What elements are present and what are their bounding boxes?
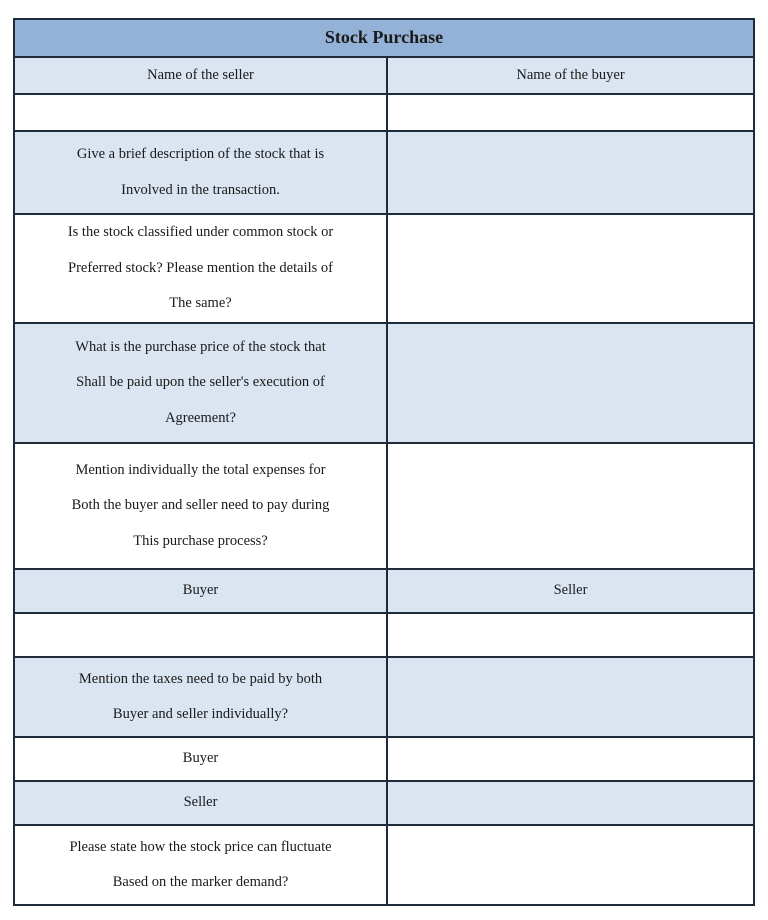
seller-tax-field[interactable]	[387, 781, 754, 825]
answer-stock-description-field[interactable]	[387, 131, 754, 214]
question-taxes	[14, 657, 387, 737]
stock-purchase-form	[13, 18, 755, 906]
answer-stock-classification-field[interactable]	[387, 214, 754, 323]
question-stock-description	[14, 131, 387, 214]
title-row	[14, 19, 754, 57]
form-title: Stock Purchase	[14, 19, 754, 57]
question-line: Buyer and seller individually?	[112, 706, 289, 722]
question-line: Shall be paid upon the seller's execution of	[76, 374, 325, 391]
table-row	[14, 214, 754, 323]
seller-expenses-label: Seller	[387, 569, 754, 613]
table-row	[14, 737, 754, 781]
question-line: Mention individually the total expenses for	[75, 461, 326, 478]
seller-name-field[interactable]	[14, 94, 387, 131]
table-row	[14, 443, 754, 569]
seller-name-label: Name of the seller	[14, 57, 387, 95]
seller-tax-label: Seller	[14, 781, 387, 825]
seller-expenses-field[interactable]	[387, 613, 754, 657]
question-line: Both the buyer and seller need to pay during	[71, 497, 330, 514]
answer-total-expenses-field[interactable]	[387, 443, 754, 569]
table-row	[14, 323, 754, 443]
buyer-name-label: Name of the buyer	[387, 57, 754, 95]
table-row	[14, 781, 754, 825]
table-row	[14, 57, 754, 95]
question-stock-classification	[14, 214, 387, 323]
answer-taxes-field[interactable]	[387, 657, 754, 737]
question-line: What is the purchase price of the stock that	[75, 338, 326, 355]
question-line: The same?	[169, 295, 232, 312]
table-row	[14, 657, 754, 737]
question-line: Based on the marker demand?	[112, 874, 289, 890]
buyer-tax-field[interactable]	[387, 737, 754, 781]
table-row	[14, 131, 754, 214]
buyer-name-field[interactable]	[387, 94, 754, 131]
table-row	[14, 613, 754, 657]
question-line: Mention the taxes need to be paid by both	[78, 670, 323, 687]
question-line: Agreement?	[165, 409, 236, 426]
buyer-tax-label: Buyer	[14, 737, 387, 781]
table-row	[14, 94, 754, 131]
question-line: Give a brief description of the stock that is	[76, 146, 325, 162]
table-row	[14, 569, 754, 613]
table-row	[14, 825, 754, 905]
question-line: Involved in the transaction.	[121, 181, 280, 198]
question-price-fluctuation	[14, 825, 387, 905]
question-line: Please state how the stock price can fluctuate	[69, 838, 332, 855]
question-line: This purchase process?	[133, 532, 268, 549]
question-total-expenses	[14, 443, 387, 569]
buyer-expenses-field[interactable]	[14, 613, 387, 657]
answer-price-fluctuation-field[interactable]	[387, 825, 754, 905]
question-line: Is the stock classified under common stock or	[67, 224, 334, 241]
answer-purchase-price-field[interactable]	[387, 323, 754, 443]
question-line: Preferred stock? Please mention the details of	[68, 259, 333, 276]
buyer-expenses-label: Buyer	[14, 569, 387, 613]
question-purchase-price	[14, 323, 387, 443]
